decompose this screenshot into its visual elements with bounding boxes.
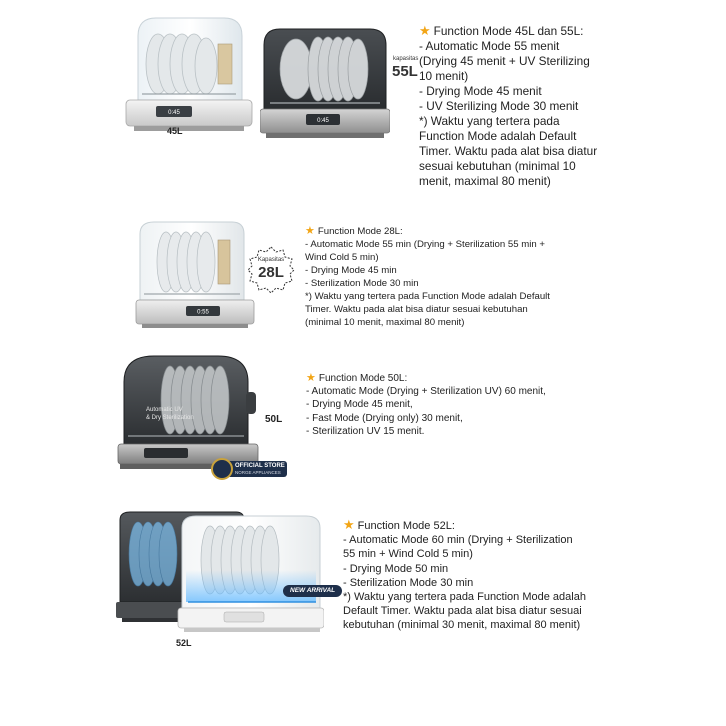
new-arrival-badge: NEW ARRIVAL xyxy=(283,585,342,597)
desc-line: 55 min + Wind Cold 5 min) xyxy=(343,548,473,561)
capacity-55l: 55L xyxy=(392,63,418,80)
desc-line: 10 menit) xyxy=(419,69,469,83)
desc-line: - Sterilization Mode 30 min xyxy=(343,576,474,589)
product-52l-image xyxy=(112,508,324,638)
desc-line: - Drying Mode 45 menit, xyxy=(306,399,413,411)
desc-line: - Automatic Mode 55 menit xyxy=(419,39,560,53)
product-45l-image xyxy=(124,14,254,139)
product-28l-image xyxy=(132,218,258,330)
star-icon: ★ xyxy=(419,23,431,38)
desc-line: - Automatic Mode 60 min (Drying + Sterilization xyxy=(343,534,573,547)
function-mode-45l-55l xyxy=(419,23,719,189)
desc-line: *) Waktu yang tertera pada xyxy=(419,114,560,128)
desc-line: Wind Cold 5 min) xyxy=(305,252,379,263)
label-52l: 52L xyxy=(176,638,192,648)
product-50l-image xyxy=(114,352,264,474)
store-badge-line-1: OFFICIAL STORE xyxy=(235,463,285,469)
label-45l: 45L xyxy=(167,126,183,136)
desc-line: - Sterilization UV 15 menit. xyxy=(306,425,425,437)
desc-line: - Automatic Mode (Drying + Sterilization UV) 60 menit, xyxy=(306,386,546,398)
dish-dryer-45l-illustration xyxy=(124,14,254,139)
official-store-badge xyxy=(211,458,289,480)
desc-line: sesuai kebutuhan (minimal 10 xyxy=(419,159,576,173)
star-icon: ★ xyxy=(306,372,316,384)
product-55l-image xyxy=(260,27,390,139)
desc-line: - UV Sterilizing Mode 30 menit xyxy=(419,99,579,113)
desc-line: - Sterilization Mode 30 min xyxy=(305,278,419,289)
label-50l: 50L xyxy=(265,414,283,425)
dish-dryer-28l-illustration xyxy=(132,218,258,330)
function-title-50l: Function Mode 50L: xyxy=(318,373,408,384)
desc-line: kebutuhan (minimal 30 menit, maximal 80 menit) xyxy=(343,619,581,632)
panel-label-line-2: & Dry Sterilization xyxy=(146,415,194,421)
desc-line: menit, maximal 80 menit) xyxy=(419,174,551,188)
capacity-caption-55l: kapasitas xyxy=(393,56,419,62)
panel-label-line-1: Automatic UV xyxy=(146,407,183,413)
dish-dryer-50l-illustration xyxy=(114,352,264,474)
svg-text:0:55: 0:55 xyxy=(197,309,209,316)
desc-line: - Drying Mode 50 min xyxy=(343,562,449,575)
capacity-badge-28l xyxy=(247,246,295,294)
capacity-caption-28l: Kapasitas xyxy=(257,257,285,263)
desc-line: (minimal 10 menit, maximal 80 menit) xyxy=(305,317,465,328)
store-logo-icon xyxy=(211,458,233,480)
function-mode-52l xyxy=(343,518,605,633)
desc-line: - Automatic Mode 55 min (Drying + Sterilization 55 min + xyxy=(305,239,545,250)
svg-text:0:45: 0:45 xyxy=(168,110,180,116)
desc-line: *) Waktu yang tertera pada Function Mode adalah Default xyxy=(305,291,550,302)
desc-line: Timer. Waktu pada alat bisa diatur sesuai kebutuhan xyxy=(305,304,528,315)
svg-text:0:45: 0:45 xyxy=(317,118,329,124)
desc-line: (Drying 45 menit + UV Sterilizing xyxy=(419,54,590,68)
dish-dryer-52l-illustration xyxy=(112,508,324,638)
desc-line: *) Waktu yang tertera pada Function Mode adalah xyxy=(343,591,586,604)
dish-dryer-55l-illustration xyxy=(260,27,390,139)
star-icon: ★ xyxy=(343,517,355,532)
function-title-45l-55l: Function Mode 45L dan 55L: xyxy=(433,24,584,38)
star-icon: ★ xyxy=(305,225,315,237)
desc-line: - Fast Mode (Drying only) 30 menit, xyxy=(306,412,463,424)
capacity-28l: 28L xyxy=(258,264,284,281)
function-title-52l: Function Mode 52L: xyxy=(357,520,455,532)
function-title-28l: Function Mode 28L: xyxy=(317,226,403,237)
desc-line: Function Mode adalah Default xyxy=(419,129,577,143)
function-mode-28l xyxy=(305,225,605,329)
function-mode-50l xyxy=(306,372,606,438)
desc-line: Timer. Waktu pada alat bisa diatur xyxy=(419,144,598,158)
desc-line: Default Timer. Waktu pada alat bisa diatur sesuai xyxy=(343,605,582,618)
desc-line: - Drying Mode 45 min xyxy=(305,265,397,276)
desc-line: - Drying Mode 45 menit xyxy=(419,84,542,98)
store-badge-line-2: NORGE APPLIANCES xyxy=(235,470,281,475)
